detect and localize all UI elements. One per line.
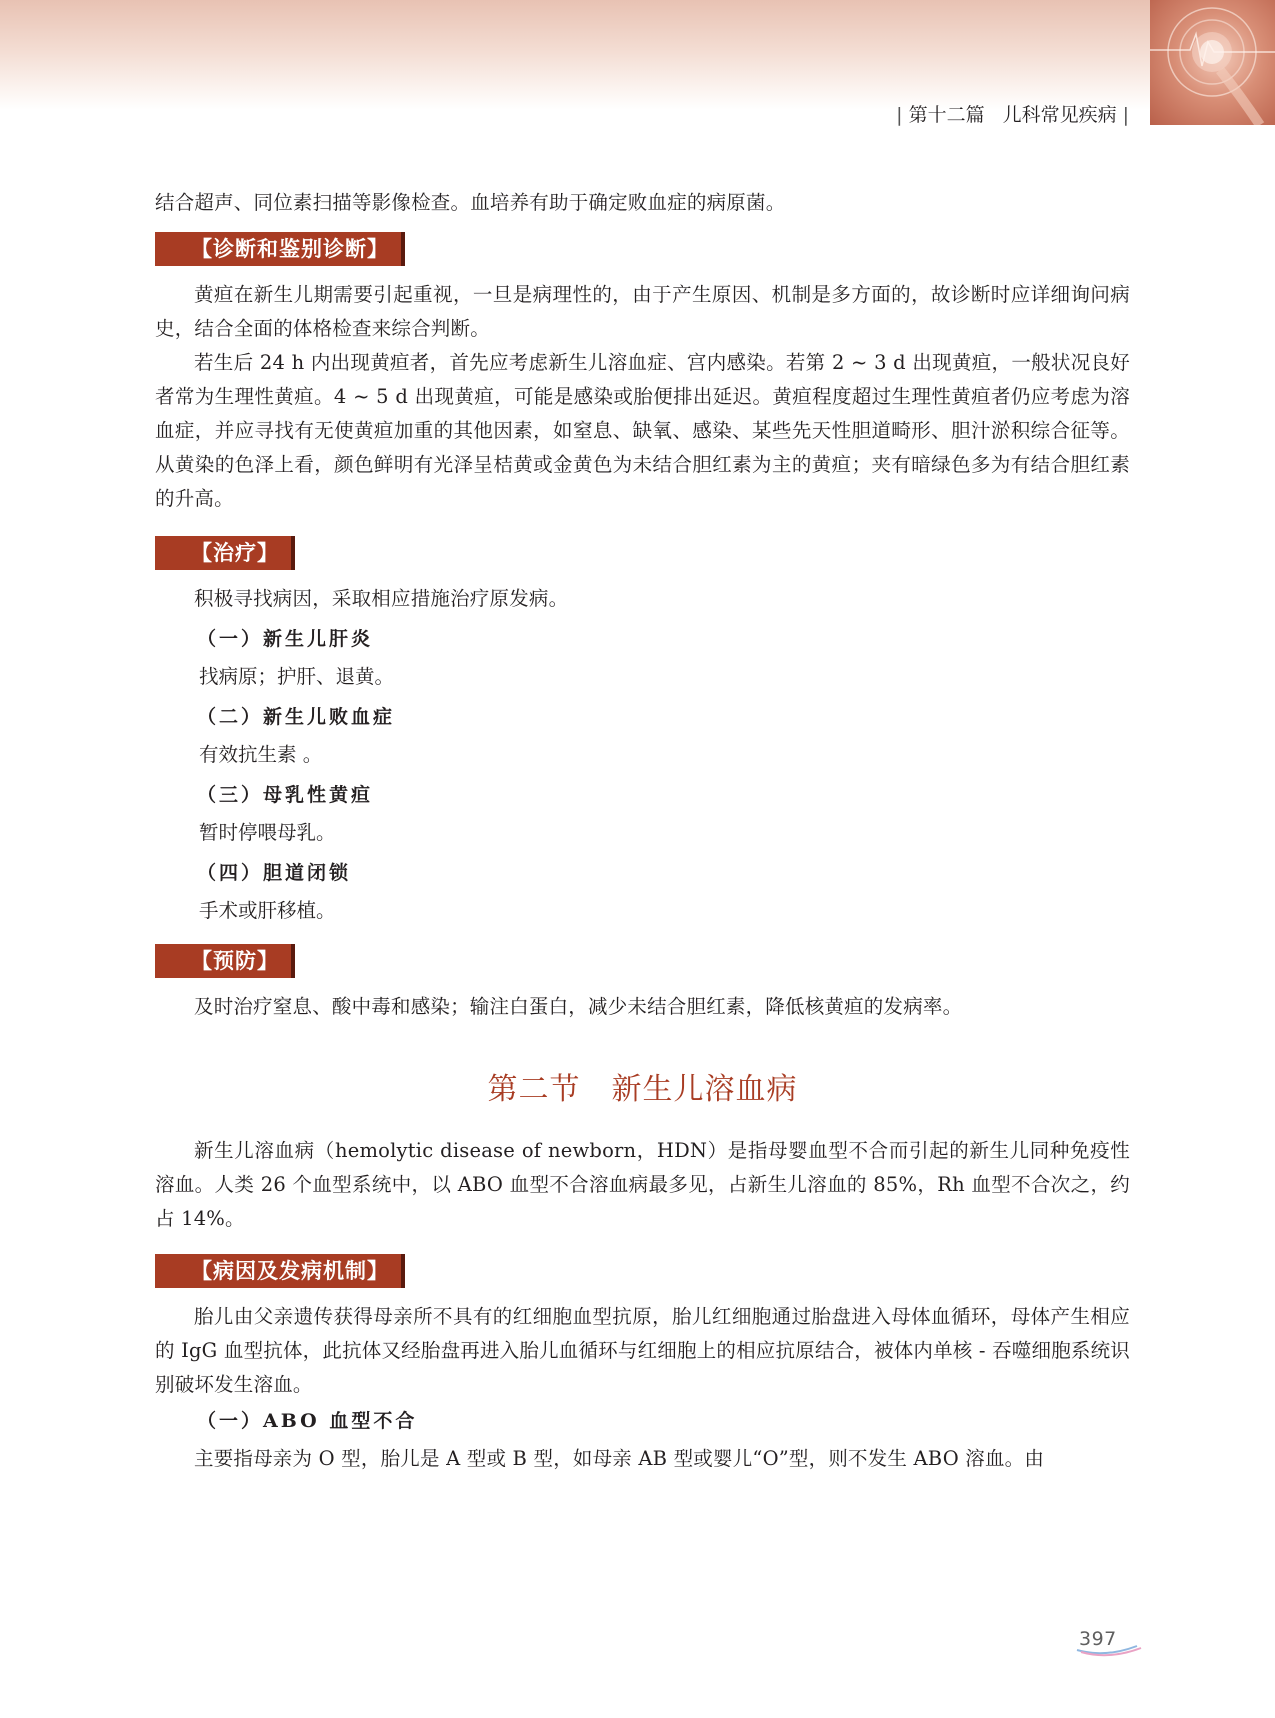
page-number-text: 397 bbox=[1079, 1628, 1117, 1650]
header-divider-left: | bbox=[896, 104, 903, 126]
diagnosis-paragraph-2: 若生后 24 h 内出现黄疸者，首先应考虑新生儿溶血症、宫内感染。若第 2 ~ 3 d 出现黄疸，一般状况良好者常为生理性黄疸。4 ~ 5 d 出现黄疸，可能是感染或胎便排出延迟。黄疸程度超过生理性黄疸者仍应考虑为溶血症，并应寻找有无使黄疸加重的其他因素，如窒息、缺氧、感染、某些先天性胆道畸形、胆汁淤积综合征等。从黄染的色泽上看，颜色鲜明有光泽呈桔黄或金黄色为未结合胆红素为主的黄疸；夹有暗绿色多为有结合胆红素的升高。 bbox=[155, 351, 1130, 510]
treatment-item-heading-2: （二）新生儿败血症 bbox=[197, 706, 396, 728]
header-part: 第十二篇 bbox=[908, 104, 985, 126]
header-part-title: 儿科常见疾病 bbox=[1002, 104, 1117, 126]
page-number bbox=[1075, 1628, 1145, 1658]
section-heading-etiology: 【病因及发病机制】 bbox=[155, 1254, 405, 1288]
diagnosis-paragraph-1: 黄疸在新生儿期需要引起重视，一旦是病理性的，由于产生原因、机制是多方面的，故诊断时应详细询问病史，结合全面的体格检查来综合判断。 bbox=[155, 283, 1130, 340]
intro-line: 结合超声、同位素扫描等影像检查。血培养有助于确定败血症的病原菌。 bbox=[155, 191, 786, 214]
etiology-sub-text: 主要指母亲为 O 型，胎儿是 A 型或 B 型，如母亲 AB 型或婴儿“O”型，则不发生 ABO 溶血。由 bbox=[194, 1447, 1045, 1470]
stethoscope-illustration bbox=[1150, 0, 1275, 125]
treatment-item-text-3: 暂时停喂母乳。 bbox=[199, 821, 336, 844]
running-header bbox=[890, 100, 1135, 130]
treatment-item-heading-4: （四）胆道闭锁 bbox=[197, 862, 352, 884]
treatment-item-heading-1: （一）新生儿肝炎 bbox=[197, 628, 374, 650]
etiology-sub-heading: （一）ABO 血型不合 bbox=[197, 1410, 418, 1432]
prevention-text: 及时治疗窒息、酸中毒和感染；输注白蛋白，减少未结合胆红素，降低核黄疸的发病率。 bbox=[194, 995, 963, 1018]
section-2-intro: 新生儿溶血病（hemolytic disease of newborn，HDN）是指母婴血型不合而引起的新生儿同种免疫性溶血。人类 26 个血型系统中，以 ABO 血型不合溶血病最多见，占新生儿溶血的 85%，Rh 血型不合次之，约占 14%。 bbox=[155, 1139, 1130, 1230]
section-heading-treatment: 【治疗】 bbox=[155, 536, 295, 570]
treatment-intro: 积极寻找病因，采取相应措施治疗原发病。 bbox=[194, 587, 569, 610]
treatment-item-text-1: 找病原；护肝、退黄。 bbox=[199, 665, 395, 688]
etiology-paragraph: 胎儿由父亲遗传获得母亲所不具有的红细胞血型抗原，胎儿红细胞通过胎盘进入母体血循环，母体产生相应的 IgG 血型抗体，此抗体又经胎盘再进入胎儿血循环与红细胞上的相应抗原结合，被体内单核 - 吞噬细胞系统识别破坏发生溶血。 bbox=[155, 1305, 1130, 1396]
page-content bbox=[155, 186, 1130, 1476]
section-heading-diagnosis: 【诊断和鉴别诊断】 bbox=[155, 232, 405, 266]
treatment-item-text-2: 有效抗生素 。 bbox=[199, 743, 323, 766]
section-heading-prevention: 【预防】 bbox=[155, 944, 295, 978]
treatment-item-heading-3: （三）母乳性黄疸 bbox=[197, 784, 374, 806]
treatment-item-text-4: 手术或肝移植。 bbox=[199, 899, 336, 922]
header-band bbox=[0, 0, 1275, 110]
section-2-title: 第二节 新生儿溶血病 bbox=[487, 1072, 798, 1107]
header-divider-right: | bbox=[1122, 104, 1129, 126]
